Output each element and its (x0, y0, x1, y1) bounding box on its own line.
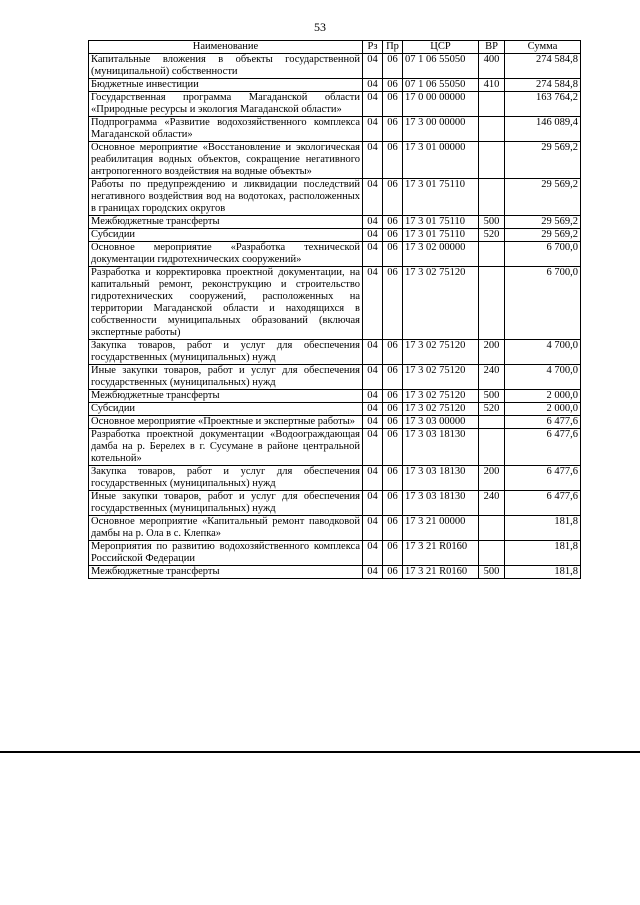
cell-sum: 274 584,8 (505, 79, 581, 92)
cell-sum: 6 477,6 (505, 416, 581, 429)
cell-vr: 240 (479, 491, 505, 516)
cell-name: Государственная программа Магаданской области «Природные ресурсы и экология Магаданской области» (89, 92, 363, 117)
cell-sum: 6 477,6 (505, 466, 581, 491)
page-number: 53 (314, 20, 326, 34)
cell-sum: 163 764,2 (505, 92, 581, 117)
cell-vr (479, 179, 505, 216)
cell-csr: 17 3 02 75120 (403, 267, 479, 340)
table-row (89, 229, 581, 242)
cell-name: Мероприятия по развитию водохозяйственного комплекса Российской Федерации (89, 541, 363, 566)
cell-vr: 240 (479, 365, 505, 390)
cell-pr: 06 (383, 566, 403, 579)
cell-vr: 520 (479, 229, 505, 242)
cell-name: Бюджетные инвестиции (89, 79, 363, 92)
table-row (89, 79, 581, 92)
cell-sum: 6 477,6 (505, 491, 581, 516)
cell-pr: 06 (383, 242, 403, 267)
cell-name: Межбюджетные трансферты (89, 216, 363, 229)
cell-vr (479, 242, 505, 267)
cell-vr (479, 541, 505, 566)
cell-name: Основное мероприятие «Разработка технической документации гидротехнических сооружений» (89, 242, 363, 267)
cell-pr: 06 (383, 365, 403, 390)
cell-sum: 29 569,2 (505, 142, 581, 179)
table-row (89, 340, 581, 365)
cell-vr (479, 92, 505, 117)
cell-rz: 04 (363, 179, 383, 216)
cell-rz: 04 (363, 566, 383, 579)
cell-pr: 06 (383, 54, 403, 79)
cell-csr: 17 3 03 18130 (403, 466, 479, 491)
cell-rz: 04 (363, 216, 383, 229)
table-row (89, 390, 581, 403)
table-row (89, 142, 581, 179)
cell-rz: 04 (363, 267, 383, 340)
cell-sum: 4 700,0 (505, 340, 581, 365)
cell-name: Разработка и корректировка проектной документации, на капитальный ремонт, реконструкцию и строительство гидротехнических сооружений, расположенных на территории Магаданской области и находящихся в собственности муниципальных образований (включая экспертные работы) (89, 267, 363, 340)
cell-name: Закупка товаров, работ и услуг для обеспечения государственных (муниципальных) нужд (89, 340, 363, 365)
cell-name: Основное мероприятие «Капитальный ремонт паводковой дамбы на р. Ола в с. Клепка» (89, 516, 363, 541)
cell-vr: 200 (479, 466, 505, 491)
cell-pr: 06 (383, 466, 403, 491)
cell-sum: 274 584,8 (505, 54, 581, 79)
cell-csr: 17 3 01 75110 (403, 216, 479, 229)
cell-vr (479, 416, 505, 429)
cell-csr: 17 3 02 75120 (403, 403, 479, 416)
cell-pr: 06 (383, 216, 403, 229)
cell-csr: 17 3 02 75120 (403, 390, 479, 403)
table-row (89, 117, 581, 142)
bottom-divider (0, 751, 640, 753)
table-row (89, 403, 581, 416)
cell-vr (479, 516, 505, 541)
cell-csr: 17 3 03 18130 (403, 429, 479, 466)
cell-rz: 04 (363, 365, 383, 390)
cell-rz: 04 (363, 92, 383, 117)
cell-rz: 04 (363, 416, 383, 429)
cell-name: Разработка проектной документации «Водоограждающая дамба на р. Берелех в г. Сусумане в районе центральной котельной» (89, 429, 363, 466)
cell-pr: 06 (383, 142, 403, 179)
cell-rz: 04 (363, 142, 383, 179)
cell-pr: 06 (383, 179, 403, 216)
cell-name: Подпрограмма «Развитие водохозяйственного комплекса Магаданской области» (89, 117, 363, 142)
cell-csr: 07 1 06 55050 (403, 54, 479, 79)
table-row (89, 566, 581, 579)
cell-name: Межбюджетные трансферты (89, 390, 363, 403)
cell-pr: 06 (383, 516, 403, 541)
table-row (89, 516, 581, 541)
cell-rz: 04 (363, 390, 383, 403)
cell-vr: 500 (479, 566, 505, 579)
cell-pr: 06 (383, 416, 403, 429)
cell-pr: 06 (383, 390, 403, 403)
cell-csr: 17 3 21 R0160 (403, 566, 479, 579)
cell-vr: 500 (479, 216, 505, 229)
cell-csr: 17 3 21 00000 (403, 516, 479, 541)
cell-vr (479, 117, 505, 142)
cell-vr (479, 142, 505, 179)
header-pr: Пр (383, 41, 403, 54)
cell-csr: 17 0 00 00000 (403, 92, 479, 117)
cell-csr: 17 3 01 00000 (403, 142, 479, 179)
cell-sum: 29 569,2 (505, 179, 581, 216)
cell-rz: 04 (363, 229, 383, 242)
cell-csr: 17 3 01 75110 (403, 229, 479, 242)
table-row (89, 466, 581, 491)
table-row (89, 92, 581, 117)
cell-sum: 146 089,4 (505, 117, 581, 142)
header-csr: ЦСР (403, 41, 479, 54)
header-vr: ВР (479, 41, 505, 54)
table-body (89, 54, 581, 579)
cell-vr (479, 429, 505, 466)
cell-pr: 06 (383, 229, 403, 242)
table-row (89, 541, 581, 566)
cell-pr: 06 (383, 92, 403, 117)
cell-name: Работы по предупреждению и ликвидации последствий негативного воздействия вод на водотоках, расположенных в границах городских округов (89, 179, 363, 216)
cell-rz: 04 (363, 491, 383, 516)
cell-sum: 181,8 (505, 541, 581, 566)
cell-csr: 17 3 03 00000 (403, 416, 479, 429)
cell-csr: 17 3 01 75110 (403, 179, 479, 216)
cell-vr: 200 (479, 340, 505, 365)
cell-name: Иные закупки товаров, работ и услуг для обеспечения государственных (муниципальных) нужд (89, 491, 363, 516)
cell-name: Основное мероприятие «Восстановление и экологическая реабилитация водных объектов, сокращение негативного антропогенного воздействия на водные объекты» (89, 142, 363, 179)
table-row (89, 54, 581, 79)
cell-pr: 06 (383, 541, 403, 566)
cell-pr: 06 (383, 403, 403, 416)
cell-pr: 06 (383, 117, 403, 142)
cell-sum: 181,8 (505, 566, 581, 579)
cell-sum: 4 700,0 (505, 365, 581, 390)
table-row (89, 429, 581, 466)
cell-sum: 6 477,6 (505, 429, 581, 466)
table-row (89, 242, 581, 267)
cell-name: Закупка товаров, работ и услуг для обеспечения государственных (муниципальных) нужд (89, 466, 363, 491)
cell-sum: 6 700,0 (505, 242, 581, 267)
cell-sum: 29 569,2 (505, 216, 581, 229)
cell-vr: 500 (479, 390, 505, 403)
cell-pr: 06 (383, 340, 403, 365)
cell-csr: 17 3 02 00000 (403, 242, 479, 267)
cell-rz: 04 (363, 403, 383, 416)
cell-rz: 04 (363, 541, 383, 566)
cell-vr: 520 (479, 403, 505, 416)
table-row (89, 365, 581, 390)
cell-rz: 04 (363, 242, 383, 267)
cell-vr: 400 (479, 54, 505, 79)
cell-name: Основное мероприятие «Проектные и экспертные работы» (89, 416, 363, 429)
cell-pr: 06 (383, 267, 403, 340)
cell-csr: 07 1 06 55050 (403, 79, 479, 92)
cell-rz: 04 (363, 466, 383, 491)
cell-name: Субсидии (89, 403, 363, 416)
header-rz: Рз (363, 41, 383, 54)
table-header-row (89, 41, 581, 54)
cell-vr: 410 (479, 79, 505, 92)
cell-vr (479, 267, 505, 340)
cell-rz: 04 (363, 429, 383, 466)
cell-rz: 04 (363, 54, 383, 79)
table-row (89, 179, 581, 216)
budget-table (88, 40, 581, 579)
cell-csr: 17 3 21 R0160 (403, 541, 479, 566)
cell-name: Иные закупки товаров, работ и услуг для обеспечения государственных (муниципальных) нужд (89, 365, 363, 390)
cell-csr: 17 3 00 00000 (403, 117, 479, 142)
cell-sum: 181,8 (505, 516, 581, 541)
cell-csr: 17 3 02 75120 (403, 365, 479, 390)
cell-pr: 06 (383, 491, 403, 516)
cell-csr: 17 3 02 75120 (403, 340, 479, 365)
cell-rz: 04 (363, 516, 383, 541)
header-name: Наименование (89, 41, 363, 54)
cell-sum: 29 569,2 (505, 229, 581, 242)
table-row (89, 267, 581, 340)
table-row (89, 216, 581, 229)
table-row (89, 416, 581, 429)
cell-pr: 06 (383, 79, 403, 92)
header-sum: Сумма (505, 41, 581, 54)
table-row (89, 491, 581, 516)
cell-name: Межбюджетные трансферты (89, 566, 363, 579)
cell-sum: 2 000,0 (505, 403, 581, 416)
cell-pr: 06 (383, 429, 403, 466)
cell-rz: 04 (363, 117, 383, 142)
cell-rz: 04 (363, 79, 383, 92)
cell-name: Капитальные вложения в объекты государственной (муниципальной) собственности (89, 54, 363, 79)
cell-rz: 04 (363, 340, 383, 365)
cell-sum: 6 700,0 (505, 267, 581, 340)
cell-sum: 2 000,0 (505, 390, 581, 403)
cell-name: Субсидии (89, 229, 363, 242)
cell-csr: 17 3 03 18130 (403, 491, 479, 516)
